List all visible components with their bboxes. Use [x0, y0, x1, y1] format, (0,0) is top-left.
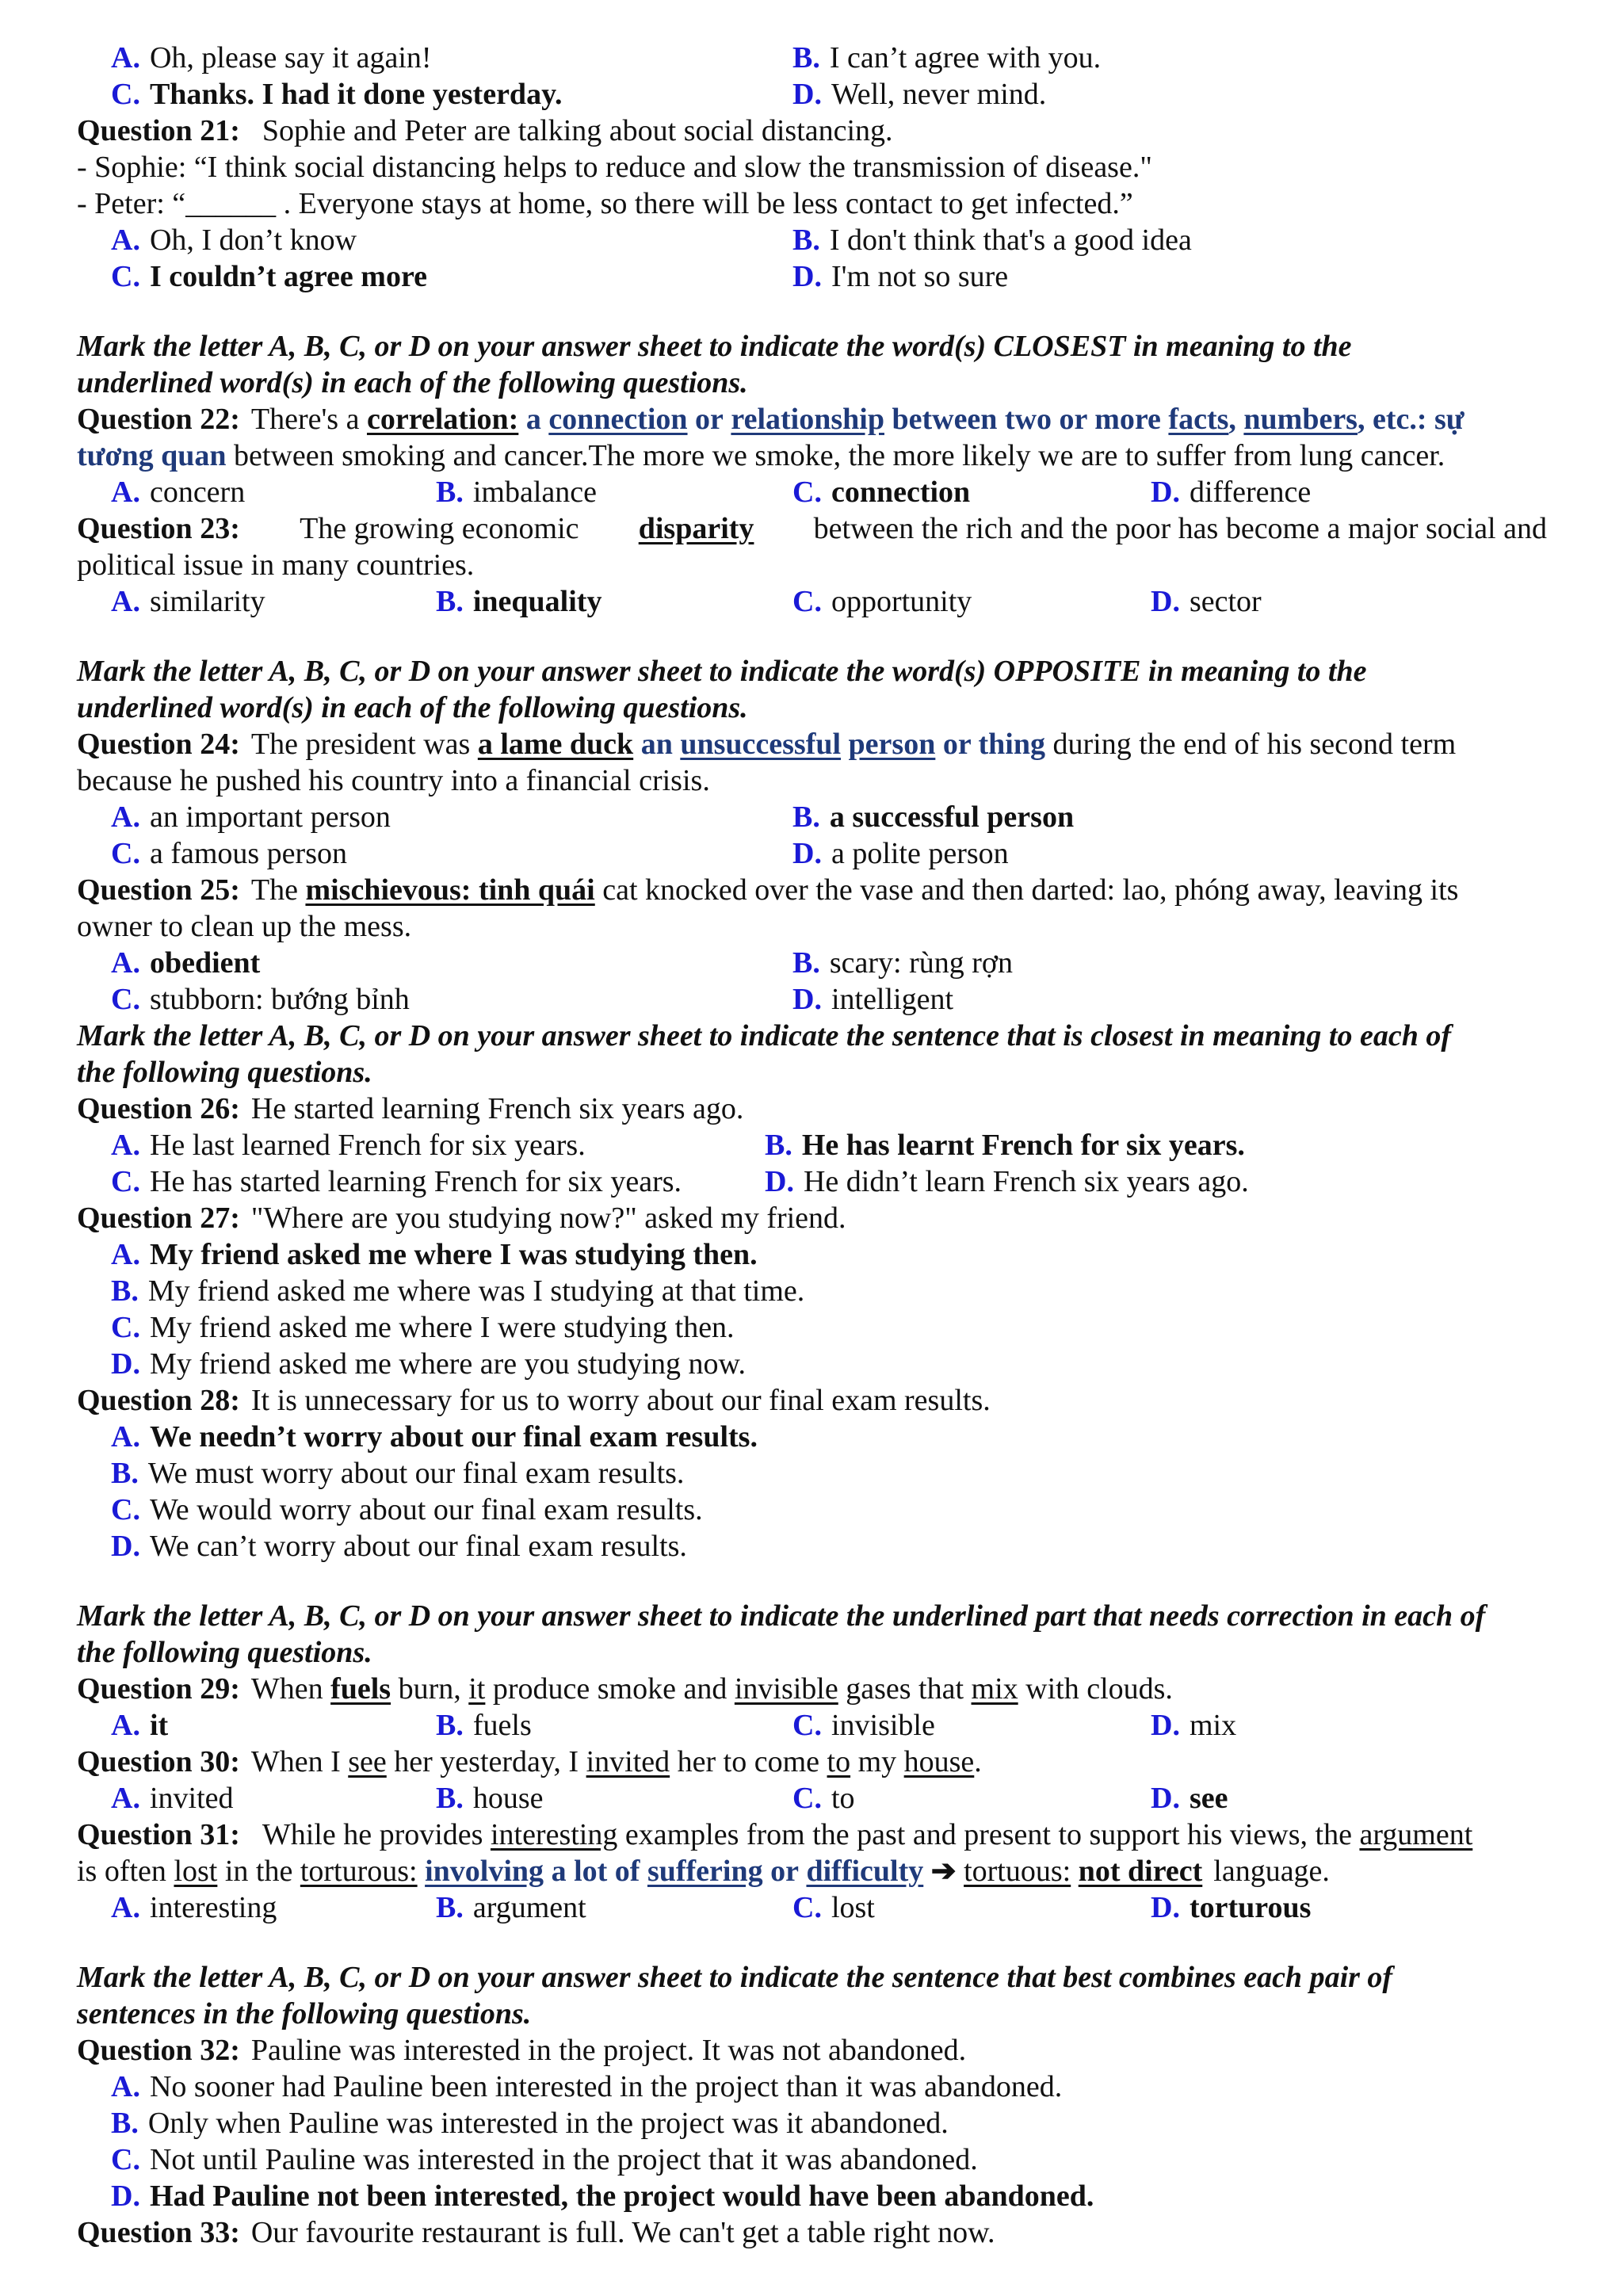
option-b	[111, 1273, 804, 1309]
underlined-word: it	[468, 1672, 486, 1706]
option-c	[111, 835, 347, 872]
option-b	[436, 583, 601, 620]
option-letter: C.	[792, 585, 822, 618]
option-c	[111, 2141, 978, 2178]
question-text: cat knocked over the vase and then darted: lao, phóng away, leaving its	[602, 873, 1459, 907]
option-letter: A.	[111, 41, 140, 74]
option-b	[436, 1889, 586, 1926]
question-text: between smoking and cancer.The more we smoke, the more likely we are to suffer from lung cancer.	[234, 439, 1445, 472]
option-text: invited	[149, 1782, 234, 1815]
note-text: numbers	[1243, 403, 1358, 436]
question-label: Question 24:	[77, 728, 240, 761]
option-text: My friend asked me where are you studying now.	[149, 1347, 747, 1381]
question-text: with clouds.	[1025, 1672, 1173, 1706]
question-text-line: political issue in many countries.	[77, 548, 475, 582]
section-instruction: underlined word(s) in each of the following questions.	[77, 366, 748, 399]
note-text: or thing	[942, 728, 1046, 761]
option-letter: A.	[111, 1129, 140, 1162]
option-text: lost	[831, 1891, 875, 1924]
option-text: an important person	[149, 800, 391, 834]
option-text: We would worry about our final exam results.	[149, 1493, 703, 1526]
option-d	[1151, 474, 1311, 510]
note-text: tương quan	[77, 439, 227, 472]
option-c	[111, 76, 562, 113]
note-text: involving	[425, 1855, 544, 1888]
section-instruction: underlined word(s) in each of the following questions.	[77, 691, 748, 724]
question-31	[77, 1817, 1472, 1853]
option-b	[111, 1455, 684, 1492]
option-letter: D.	[1151, 476, 1180, 509]
option-text: it	[149, 1709, 169, 1742]
option-d	[792, 981, 953, 1018]
underlined-word: to	[827, 1745, 851, 1778]
option-letter: B.	[436, 1891, 464, 1924]
option-a	[111, 1889, 277, 1926]
option-letter: B.	[111, 1457, 139, 1490]
option-d	[792, 835, 1009, 872]
option-letter: B.	[111, 2107, 139, 2140]
option-c	[111, 258, 427, 295]
option-d	[1151, 1780, 1228, 1817]
option-text: Had Pauline not been interested, the project would have been abandoned.	[149, 2179, 1094, 2213]
option-letter: C.	[111, 837, 140, 870]
note-text: connection	[548, 403, 688, 436]
question-text: in the	[224, 1855, 293, 1888]
note-text: , etc.: sự	[1357, 403, 1465, 436]
option-letter: A.	[111, 800, 140, 834]
section-instruction: the following questions.	[77, 1056, 372, 1089]
question-text-line	[77, 1853, 1330, 1889]
question-text-line: because he pushed his country into a financial crisis.	[77, 764, 710, 797]
section-instruction: Mark the letter A, B, C, or D on your answer sheet to indicate the word(s) CLOSEST in meaning to the	[77, 330, 1352, 363]
question-label: Question 32:	[77, 2034, 240, 2067]
option-letter: D.	[792, 260, 822, 293]
question-text: language.	[1213, 1855, 1330, 1888]
question-23	[77, 510, 1547, 547]
option-b	[792, 945, 1013, 981]
option-letter: A.	[111, 585, 140, 618]
note-text: a	[525, 403, 541, 436]
option-a	[111, 945, 260, 981]
section-instruction: Mark the letter A, B, C, or D on your answer sheet to indicate the underlined part that needs correction in each of	[77, 1599, 1486, 1633]
question-label: Question 31:	[77, 1818, 240, 1851]
option-b	[436, 1707, 532, 1744]
note-text: facts	[1168, 403, 1229, 436]
question-22	[77, 401, 1465, 437]
option-letter: B.	[436, 585, 464, 618]
question-27	[77, 1200, 846, 1236]
question-text: Sophie and Peter are talking about social distancing.	[262, 114, 893, 147]
question-30	[77, 1744, 982, 1780]
question-24	[77, 726, 1456, 762]
question-text: When	[250, 1672, 323, 1706]
option-letter: D.	[792, 983, 822, 1016]
question-text: "Where are you studying now?" asked my friend.	[250, 1201, 846, 1235]
dialogue-text: - Peter: “______ . Everyone stays at home, so there will be less contact to get infected.”	[77, 187, 1133, 220]
question-label: Question 30:	[77, 1745, 240, 1778]
option-text: We can’t worry about our final exam results.	[149, 1530, 687, 1563]
question-text: When I	[250, 1745, 341, 1778]
option-text: Well, never mind.	[831, 78, 1047, 111]
question-text: The	[250, 873, 298, 907]
note-text: a lot of	[551, 1855, 640, 1888]
option-text: opportunity	[831, 585, 972, 618]
question-label: Question 33:	[77, 2216, 240, 2249]
option-text: Only when Pauline was interested in the project was it abandoned.	[147, 2107, 949, 2140]
question-text: It is unnecessary for us to worry about our final exam results.	[250, 1384, 991, 1417]
option-letter: C.	[792, 476, 822, 509]
question-text: examples from the past and present to support his views, the	[624, 1818, 1352, 1851]
option-letter: D.	[111, 2179, 140, 2213]
option-letter: B.	[436, 1782, 464, 1815]
underlined-word: not direct	[1078, 1855, 1203, 1888]
option-text: I couldn’t agree more	[149, 260, 427, 293]
option-letter: B.	[792, 41, 820, 74]
option-c	[111, 981, 410, 1018]
dialogue-line	[77, 149, 1152, 185]
option-letter: D.	[792, 78, 822, 111]
option-text: My friend asked me where I was studying then.	[149, 1238, 758, 1271]
note-text: person	[848, 728, 936, 761]
question-26	[77, 1091, 743, 1127]
option-letter: D.	[111, 1347, 140, 1381]
section-instruction: Mark the letter A, B, C, or D on your answer sheet to indicate the word(s) OPPOSITE in meaning to the	[77, 655, 1367, 688]
option-letter: B.	[792, 800, 820, 834]
option-text: My friend asked me where was I studying at that time.	[147, 1274, 805, 1308]
option-c	[111, 1309, 735, 1346]
option-letter: D.	[1151, 585, 1180, 618]
underlined-word: disparity	[638, 512, 754, 545]
question-text: He started learning French six years ago.	[250, 1092, 744, 1125]
option-text: concern	[149, 476, 246, 509]
option-letter: D.	[765, 1165, 794, 1198]
underlined-word: fuels	[330, 1672, 391, 1706]
option-text: obedient	[149, 946, 261, 980]
option-d	[765, 1163, 1249, 1200]
option-letter: A.	[111, 1238, 140, 1271]
option-text: He didn’t learn French six years ago.	[803, 1165, 1249, 1198]
dialogue-text: - Sophie: “I think social distancing helps to reduce and slow the transmission of disease."	[77, 151, 1152, 184]
option-letter: B.	[792, 946, 820, 980]
option-text: intelligent	[831, 983, 954, 1016]
option-text: a polite person	[831, 837, 1009, 870]
question-29	[77, 1671, 1173, 1707]
option-a	[111, 1707, 168, 1744]
option-letter: A.	[111, 1420, 140, 1454]
option-letter: B.	[436, 476, 464, 509]
question-text-line: owner to clean up the mess.	[77, 910, 412, 943]
question-text: gases that	[846, 1672, 964, 1706]
question-text: my	[857, 1745, 897, 1778]
option-a	[111, 1780, 234, 1817]
option-b	[436, 474, 597, 510]
option-text: to	[831, 1782, 855, 1815]
option-text: invisible	[831, 1709, 935, 1742]
option-letter: D.	[792, 837, 822, 870]
option-c	[792, 1889, 875, 1926]
option-letter: C.	[111, 983, 140, 1016]
option-text: argument	[472, 1891, 586, 1924]
question-text: .	[974, 1745, 982, 1778]
dialogue-line	[77, 185, 1133, 222]
option-d	[1151, 583, 1262, 620]
option-letter: C.	[111, 78, 140, 111]
question-text: The growing economic	[300, 512, 579, 545]
underlined-word: invited	[586, 1745, 670, 1778]
option-text: We must worry about our final exam results.	[147, 1457, 685, 1490]
option-letter: B.	[765, 1129, 792, 1162]
option-a	[111, 799, 391, 835]
option-text: Thanks. I had it done yesterday.	[149, 78, 563, 111]
option-a	[111, 583, 265, 620]
option-text: My friend asked me where I were studying then.	[149, 1311, 735, 1344]
underlined-word: mischievous: tinh quái	[305, 873, 595, 907]
option-letter: C.	[111, 1493, 140, 1526]
option-d	[792, 258, 1008, 295]
option-text: similarity	[149, 585, 265, 618]
question-text: produce smoke and	[492, 1672, 727, 1706]
option-letter: C.	[792, 1709, 822, 1742]
option-a	[111, 1127, 586, 1163]
option-text: stubborn: bướng bỉnh	[149, 983, 410, 1016]
arrow-icon: ➔	[930, 1855, 957, 1888]
question-text: Pauline was interested in the project. It was not abandoned.	[250, 2034, 967, 2067]
option-text: He last learned French for six years.	[149, 1129, 586, 1162]
option-text: He has started learning French for six years.	[149, 1165, 682, 1198]
option-c	[111, 1492, 703, 1528]
option-a	[111, 40, 432, 76]
underlined-word: interesting	[490, 1818, 618, 1851]
option-letter: B.	[792, 223, 820, 257]
option-a	[111, 222, 357, 258]
underlined-word: house	[903, 1745, 975, 1778]
option-text: sector	[1189, 585, 1262, 618]
option-c	[792, 474, 970, 510]
question-label: Question 23:	[77, 512, 240, 545]
section-instruction: sentences in the following questions.	[77, 1997, 532, 2030]
option-letter: B.	[111, 1274, 139, 1308]
option-letter: C.	[792, 1891, 822, 1924]
question-label: Question 21:	[77, 114, 240, 147]
option-d	[111, 1528, 687, 1564]
option-text: Not until Pauline was interested in the project that it was abandoned.	[149, 2143, 978, 2176]
note-text: an	[640, 728, 673, 761]
question-text-line	[77, 437, 1445, 474]
option-b	[792, 222, 1192, 258]
option-letter: D.	[1151, 1891, 1180, 1924]
underlined-word: see	[348, 1745, 387, 1778]
question-text: during the end of his second term	[1052, 728, 1457, 761]
option-c	[792, 1780, 855, 1817]
option-text: I don't think that's a good idea	[829, 223, 1192, 257]
option-letter: A.	[111, 1891, 140, 1924]
option-text: Oh, I don’t know	[149, 223, 357, 257]
option-text: I can’t agree with you.	[829, 41, 1102, 74]
option-c	[792, 583, 972, 620]
question-label: Question 29:	[77, 1672, 240, 1706]
section-instruction: the following questions.	[77, 1636, 372, 1669]
underlined-word: lost	[174, 1855, 218, 1888]
option-text: a successful person	[829, 800, 1075, 834]
option-text: I'm not so sure	[831, 260, 1009, 293]
question-label: Question 22:	[77, 403, 240, 436]
note-text: unsuccessful	[680, 728, 842, 761]
option-letter: A.	[111, 946, 140, 980]
option-letter: C.	[111, 1165, 140, 1198]
question-label: Question 26:	[77, 1092, 240, 1125]
option-b	[765, 1127, 1245, 1163]
section-instruction: Mark the letter A, B, C, or D on your answer sheet to indicate the sentence that is closest in meaning to each of	[77, 1019, 1452, 1052]
option-text: fuels	[472, 1709, 532, 1742]
option-letter: C.	[111, 2143, 140, 2176]
note-text: ,	[1228, 403, 1236, 436]
note-text: relationship	[731, 403, 884, 436]
option-letter: C.	[111, 260, 140, 293]
question-21	[77, 113, 893, 149]
option-b	[792, 40, 1101, 76]
option-text: see	[1189, 1782, 1228, 1815]
option-text: No sooner had Pauline been interested in the project than it was abandoned.	[149, 2070, 1063, 2103]
question-28	[77, 1382, 991, 1419]
underlined-word: a lame duck	[477, 728, 634, 761]
option-letter: A.	[111, 1709, 140, 1742]
option-d	[1151, 1889, 1311, 1926]
question-text: The president was	[250, 728, 471, 761]
option-text: imbalance	[472, 476, 597, 509]
option-text: scary: rùng rợn	[829, 946, 1013, 980]
note-text: difficulty	[806, 1855, 924, 1888]
question-text: burn,	[398, 1672, 461, 1706]
section-instruction: Mark the letter A, B, C, or D on your answer sheet to indicate the sentence that best combines each pair of	[77, 1961, 1393, 1994]
option-c	[111, 1163, 682, 1200]
question-33	[77, 2214, 995, 2251]
option-letter: D.	[1151, 1709, 1180, 1742]
question-text: her to come	[677, 1745, 820, 1778]
question-text: There's a	[250, 403, 360, 436]
question-label: Question 25:	[77, 873, 240, 907]
underlined-word: invisible	[734, 1672, 838, 1706]
underlined-word: tortuous:	[964, 1855, 1071, 1888]
option-letter: A.	[111, 476, 140, 509]
option-letter: D.	[111, 1530, 140, 1563]
question-32	[77, 2032, 966, 2069]
question-text: her yesterday, I	[394, 1745, 579, 1778]
option-text: a famous person	[149, 837, 347, 870]
underlined-word: torturous:	[300, 1855, 418, 1888]
underlined-word: correlation:	[366, 403, 519, 436]
option-letter: D.	[1151, 1782, 1180, 1815]
question-25	[77, 872, 1458, 908]
underlined-word: argument	[1359, 1818, 1473, 1851]
option-letter: B.	[436, 1709, 464, 1742]
option-a	[111, 1236, 758, 1273]
option-d	[111, 1346, 746, 1382]
option-b	[436, 1780, 544, 1817]
note-text: or	[695, 403, 724, 436]
option-text: house	[472, 1782, 544, 1815]
option-text: Oh, please say it again!	[149, 41, 432, 74]
option-b	[111, 2105, 949, 2141]
option-letter: A.	[111, 223, 140, 257]
option-a	[111, 474, 245, 510]
option-letter: C.	[792, 1782, 822, 1815]
option-a	[111, 1419, 758, 1455]
question-label: Question 27:	[77, 1201, 240, 1235]
option-text: We needn’t worry about our final exam results.	[149, 1420, 758, 1454]
question-text: is often	[77, 1855, 166, 1888]
option-text: interesting	[149, 1891, 277, 1924]
option-text: mix	[1189, 1709, 1237, 1742]
option-d	[1151, 1707, 1236, 1744]
note-text: between two or more	[892, 403, 1161, 436]
option-text: difference	[1189, 476, 1312, 509]
option-a	[111, 2069, 1062, 2105]
option-text: connection	[831, 476, 971, 509]
option-d	[792, 76, 1046, 113]
note-text: or	[770, 1855, 799, 1888]
option-c	[792, 1707, 935, 1744]
question-label: Question 28:	[77, 1384, 240, 1417]
question-text: between the rich and the poor has become a major social and	[813, 512, 1547, 545]
option-letter: C.	[111, 1311, 140, 1344]
underlined-word: mix	[971, 1672, 1018, 1706]
option-d	[111, 2178, 1094, 2214]
option-text: He has learnt French for six years.	[801, 1129, 1245, 1162]
option-b	[792, 799, 1074, 835]
option-text: inequality	[472, 585, 602, 618]
option-letter: A.	[111, 2070, 140, 2103]
question-text: Our favourite restaurant is full. We can't get a table right now.	[250, 2216, 995, 2249]
question-text: While he provides	[262, 1818, 483, 1851]
option-text: torturous	[1189, 1891, 1312, 1924]
option-letter: A.	[111, 1782, 140, 1815]
note-text: suffering	[647, 1855, 763, 1888]
